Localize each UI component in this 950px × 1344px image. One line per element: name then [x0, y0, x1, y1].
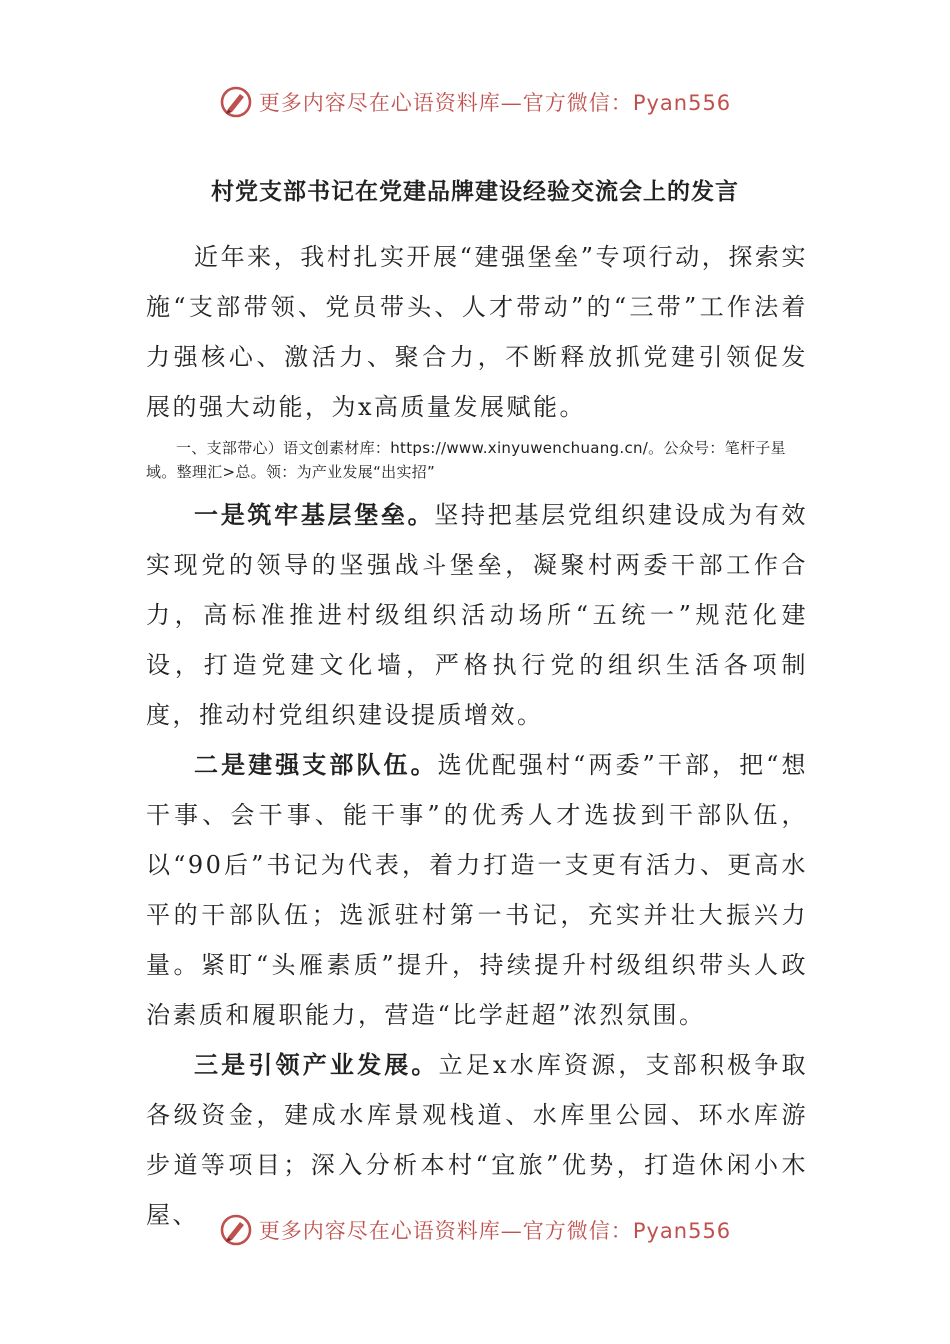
section-paragraph — [146, 490, 808, 740]
pen-logo-icon — [219, 85, 253, 119]
section-paragraph — [146, 740, 808, 1040]
watermark-wechat-id: Pyan556 — [632, 1219, 732, 1243]
watermark-banner-top — [0, 82, 950, 122]
watermark-wechat-id: Pyan556 — [632, 91, 732, 115]
document-body — [146, 232, 808, 1240]
section-body: 立足x水库资源，支部积极争取各级资金，建成水库景观栈道、水库里公园、环水库游步道等项目；深入分析本村“宜旅”优势，打造休闲小木屋、 — [146, 1051, 808, 1229]
section-lead: 三是引领产业发展。 — [194, 1050, 439, 1079]
source-note: 一、支部带心）语文创素材库：https://www.xinyuwenchuang.cn/。公众号：笔杆子星域。整理汇>总。领：为产业发展“出实招” — [146, 439, 786, 481]
watermark-banner-bottom — [0, 1210, 950, 1250]
watermark-text: 更多内容尽在心语资料库—官方微信：Pyan556 — [258, 91, 732, 115]
pen-logo-icon — [219, 1213, 253, 1247]
section-lead: 一是筑牢基层堡垒。 — [194, 500, 435, 529]
document-title: 村党支部书记在党建品牌建设经验交流会上的发言 — [211, 178, 739, 205]
section-lead: 二是建强支部队伍。 — [194, 750, 438, 779]
section-body: 选优配强村“两委”干部，把“想干事、会干事、能干事”的优秀人才选拔到干部队伍，以“90后”书记为代表，着力打造一支更有活力、更高水平的干部队伍；选派驻村第一书记，充实并壮大振兴力量。紧盯“头雁素质”提升，持续提升村级组织带头人政治素质和履职能力，营造“比学赶超”浓烈氛围。 — [146, 751, 809, 1029]
watermark-text: 更多内容尽在心语资料库—官方微信：Pyan556 — [258, 1219, 732, 1243]
section-body: 坚持把基层党组织建设成为有效实现党的领导的坚强战斗堡垒，凝聚村两委干部工作合力，高标准推进村级组织活动场所“五统一”规范化建设，打造党建文化墙，严格执行党的组织生活各项制度，推动村党组织建设提质增效。 — [146, 501, 809, 729]
intro-paragraph: 近年来，我村扎实开展“建强堡垒”专项行动，探索实施“支部带领、党员带头、人才带动”的“三带”工作法着力强核心、激活力、聚合力，不断释放抓党建引领促发展的强大动能，为x高质量发展赋能。 — [146, 243, 808, 421]
